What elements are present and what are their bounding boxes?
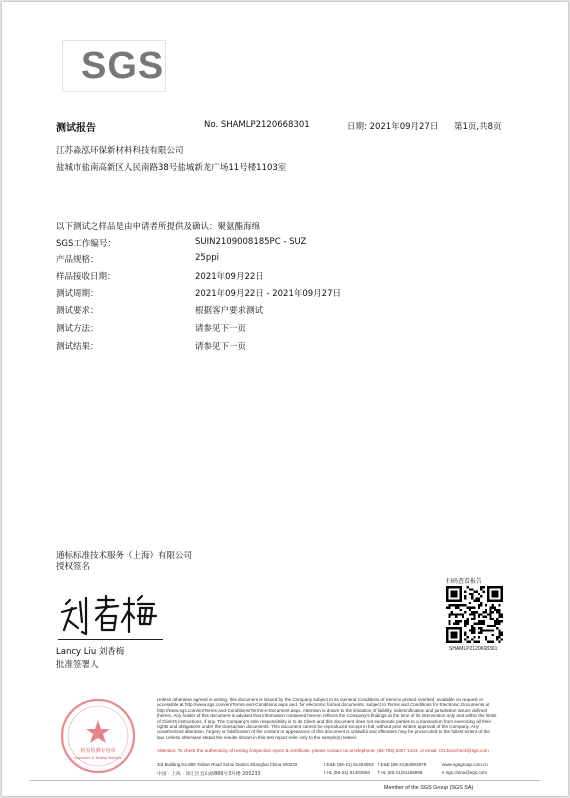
field-value: 根据客户要求测试 [195,306,264,316]
fax-ee: f E&E (86-21)64953679 [378,762,427,767]
address-cn: 中国 · 上海 · 徐汇区宜山路889号3号楼 200233 [157,772,261,777]
field-label: 产品规格： [56,255,99,265]
fax-hl: f HL (86-21)61156899 [378,770,423,775]
signatory-role: 批准签署人 [56,660,99,670]
field-label: 测试结果： [56,342,99,352]
handwritten-signature [58,594,158,638]
logo-text: SGS [81,45,165,87]
tel-hl: t HL (86-21) 61402594 [324,770,371,775]
sgs-group-membership: Member of the SGS Group (SGS SA) [384,785,474,791]
qr-report-number: SHAMLP2120668301 [449,646,498,652]
stamp-sub-text: 检验检测专用章 [80,748,116,754]
field-value: 25ppi [195,253,219,263]
tel-ee: t E&E (86-21) 61402553 [324,762,374,767]
field-label: 测试周期： [56,289,99,299]
footer-divider [30,780,540,781]
qr-code[interactable] [446,586,503,643]
stamp-sub-text-en: Inspection & Testing Services [74,756,122,760]
qr-caption: 扫码查看报告 [446,578,483,585]
field-label: SGS工作编号： [56,239,116,249]
report-page [2,2,568,796]
issuing-company: 通标标准技术服务（上海）有限公司 [56,551,193,561]
authorized-signature-label: 授权签名 [56,562,91,572]
website[interactable]: www.sgsgroup.com.cn [442,762,488,767]
field-label: 样品接收日期： [56,272,116,282]
address-en: 3rd Building,No.889 Yishan Road Xuhui District,Shanghai China 200233 [157,762,298,767]
field-label: 测试方法： [56,324,99,334]
field-value: SUIN2109008185PC - SUZ [195,237,307,247]
report-date: 日期: 2021年09月27日 [347,122,439,132]
field-value: 请参见下一页 [195,342,247,352]
signature-line [58,639,163,640]
email[interactable]: e sgs.china@sgs.com [442,770,488,775]
report-number: No. SHAMLP2120668301 [204,120,310,130]
sgs-logo [62,40,166,92]
client-name: 江苏淼泓环保新材料科技有限公司 [56,146,184,156]
stamp-seal-icon [58,696,138,776]
report-title: 测试报告 [56,123,96,134]
qr-code-icon [446,586,503,643]
field-value: 2021年09月22日 - 2021年09月27日 [195,289,341,299]
page-number: 第1页,共8页 [454,122,502,132]
field-value: 2021年09月22日 [195,272,264,282]
sample-intro: 以下测试之样品是由申请者所提供及确认：聚氨酯海绵 [56,222,261,232]
field-label: 测试要求： [56,306,99,316]
official-stamp [58,696,138,776]
field-value: 请参见下一页 [195,324,247,334]
terms-fine-print: Unless otherwise agreed in writing, this document is issued by the Company subject to its General Conditions of Service printed overleaf, available on request or accessible at http://www.sgs.com/en/Terms-and-Conditions.aspx and, for electronic format documents, subject to Terms and Conditions for Electronic Documents at http://www.sgs.com/en/Terms-and-Conditions/Terms-e-Document.aspx. Attention is drawn to the limitation of liability, indemnification and jurisdiction issues defined therein. Any holder of this document is advised that information contained hereon reflects the Company's findings at the time of its intervention only and within the limits of Client's instructions, if any. The Company's sole responsibility is to its Client and this document does not exonerate parties to a transaction from exercising all their rights and obligations under the transaction documents. This document cannot be reproduced except in full, without prior written approval of the Company. Any unauthorized alteration, forgery or falsification of the content or appearance of this document is unlawful and offenders may be prosecuted to the fullest extent of the law. Unless otherwise stated the results shown in this test report refer only to the sample(s) tested. [157,697,497,740]
signatory-name: Lancy Liu 刘香梅 [56,647,125,657]
authenticity-notice: Attention: To check the authenticity of testing /inspection report & certificate, please contact us at telephone: (86-755) 8307 1443, or email: CN.Doccheck@sgs.com [157,748,489,753]
client-address: 盐城市盐南高新区人民南路38号盐城新龙广场11号楼1103室 [56,163,287,173]
